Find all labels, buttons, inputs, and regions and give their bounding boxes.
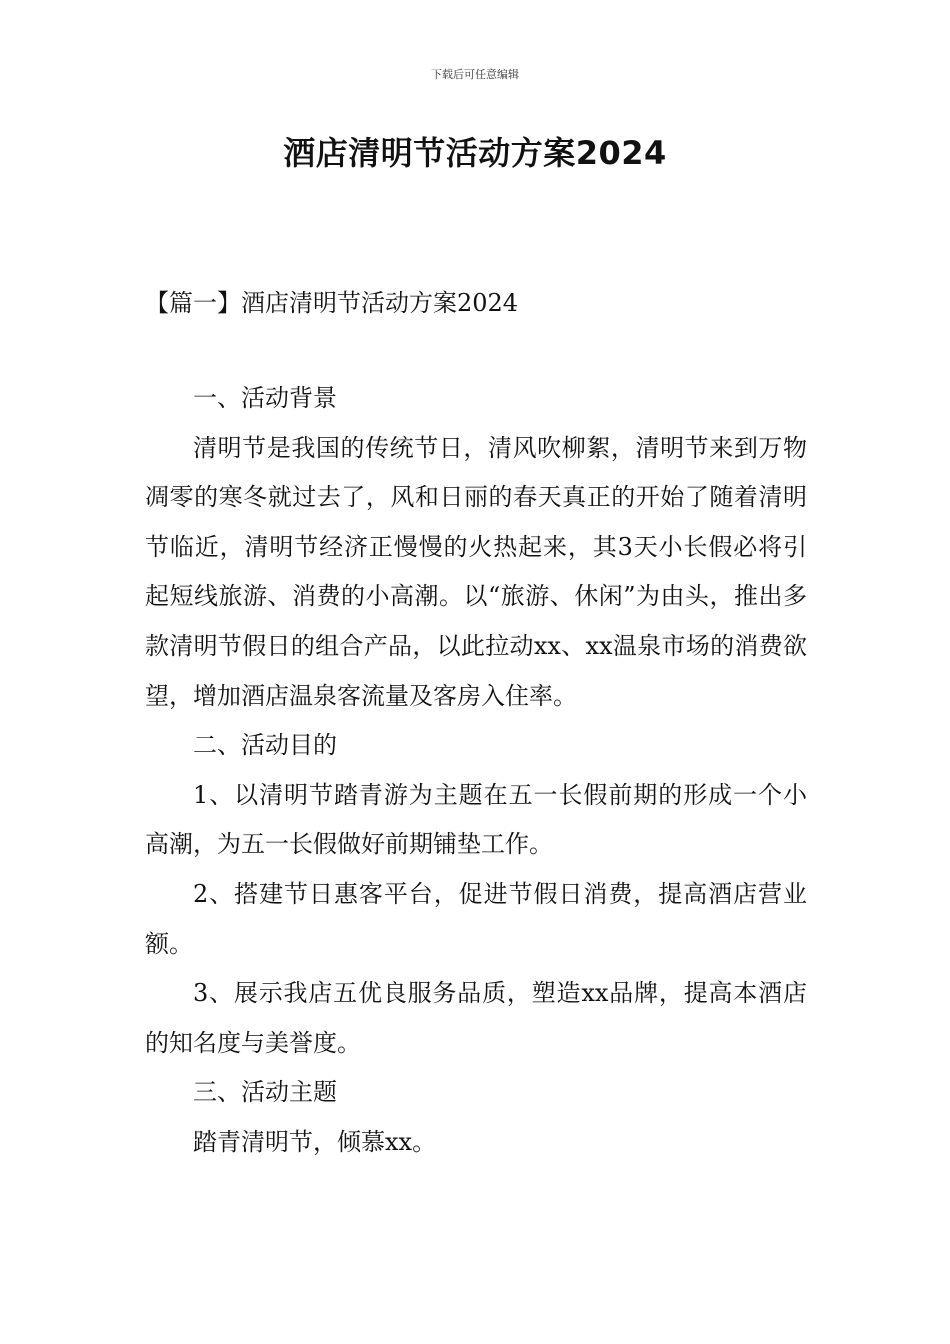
heading-theme: 三、活动主题: [193, 1078, 337, 1107]
paragraph-theme: 踏青清明节，倾慕xx。: [193, 1127, 437, 1156]
heading-background: 一、活动背景: [193, 384, 337, 412]
heading-purpose: 二、活动目的: [193, 731, 337, 760]
paragraph-purpose-3: 3、展示我店五优良服务品质，塑造xx品牌，提高本酒店的知名度与美誉度。: [145, 979, 807, 1057]
paragraph-purpose-1: 1、以清明节踏青游为主题在五一长假前期的形成一个小高潮，为五一长假做好前期铺垫工作。: [145, 780, 807, 859]
section-title: 【篇一】酒店清明节活动方案2024: [145, 289, 519, 317]
paragraph-background: 清明节是我国的传统节日，清风吹柳絮，清明节来到万物凋零的寒冬就过去了，风和日丽的春天真正的开始了随着清明节临近，清明节经济正慢慢的火热起来，其3天小长假必将引起短线旅游、消费的小高潮。以“旅游、休闲”为由头，推出多款清明节假日的组合产品，以此拉动xx、xx温泉市场的消费欲望，增加酒店温泉客流量及客房入住率。: [145, 433, 807, 710]
document-title: 酒店清明节活动方案2024: [283, 134, 667, 172]
document-body: [145, 374, 807, 1168]
paragraph-purpose-2: 2、搭建节日惠客平台，促进节假日消费，提高酒店营业额。: [145, 879, 807, 958]
page-header-note: 下载后可任意编辑: [431, 68, 519, 81]
